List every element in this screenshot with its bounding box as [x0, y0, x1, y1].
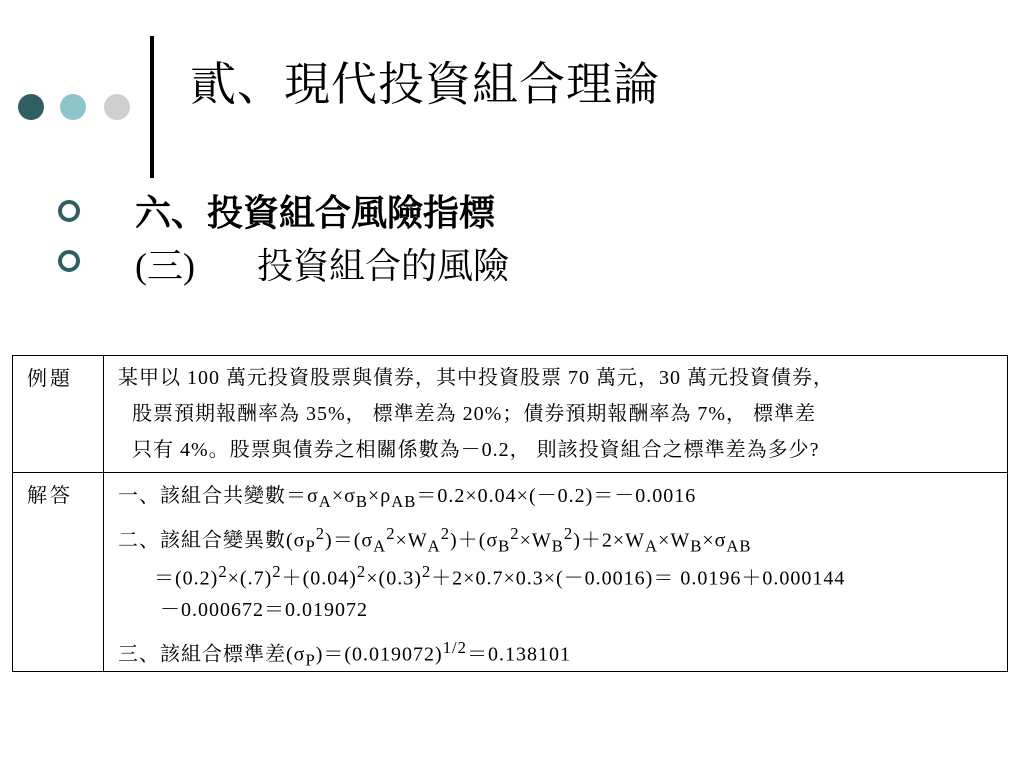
slide-title: 貳、現代投資組合理論 [190, 59, 660, 110]
dot-light [60, 94, 86, 120]
title-divider [150, 36, 154, 178]
bullet-2-text [135, 238, 509, 289]
example-body [104, 356, 1008, 473]
dot-grey [104, 94, 130, 120]
example-label: 例題 [13, 356, 104, 473]
bullet-1-text: 六、投資組合風險指標 [135, 193, 496, 233]
solution-variance-result: －0.000672＝0.019072 [160, 599, 368, 621]
example-row [13, 356, 1008, 473]
solution-step-3: 三、該組合標準差$(\sigma_P)=(0.019072)^{1/2}=0.138101$ [118, 638, 571, 670]
solution-step-2: 二、該組合變異數$(\sigma_P^2)=(\sigma_A^2\times W_A^2)+(\sigma_B^2\times W_B^2)+2\times W_A\times W_B\times\sigma_{AB}$ [118, 524, 752, 556]
bullet-2-body: 投資組合的風險 [257, 246, 510, 286]
example-line-1: 某甲以 100 萬元投資股票與債券，其中投資股票 70 萬元，30 萬元投資債券， [118, 367, 834, 389]
example-line-2: 股票預期報酬率為 35%， 標準差為 20%；債券預期報酬率為 7%， 標準差 [132, 403, 816, 425]
solution-body [104, 473, 1008, 672]
example-table [12, 355, 1008, 672]
solution-row [13, 473, 1008, 672]
bullet-2-label: (三) [135, 246, 195, 286]
solution-label: 解答 [13, 473, 104, 672]
bullet-icon [58, 200, 80, 222]
example-line-3: 只有 4%。股票與債券之相關係數為－0.2， 則該投資組合之標準差為多少? [132, 439, 820, 461]
bullet-icon [58, 250, 80, 272]
solution-variance-calc: $=(0.2)^2\times(.7)^2+(0.04)^2\times(0.3)^2+2\times 0.7\times 0.3\times(-0.0016)= 0.0196+0.000144$ [154, 562, 846, 590]
dot-dark [18, 94, 44, 120]
solution-step-1: 一、該組合共變數$=\sigma_A\times\sigma_B\times\rho_{AB}=0.2\times 0.04\times(-0.2)=-0.0016$ [118, 485, 697, 511]
